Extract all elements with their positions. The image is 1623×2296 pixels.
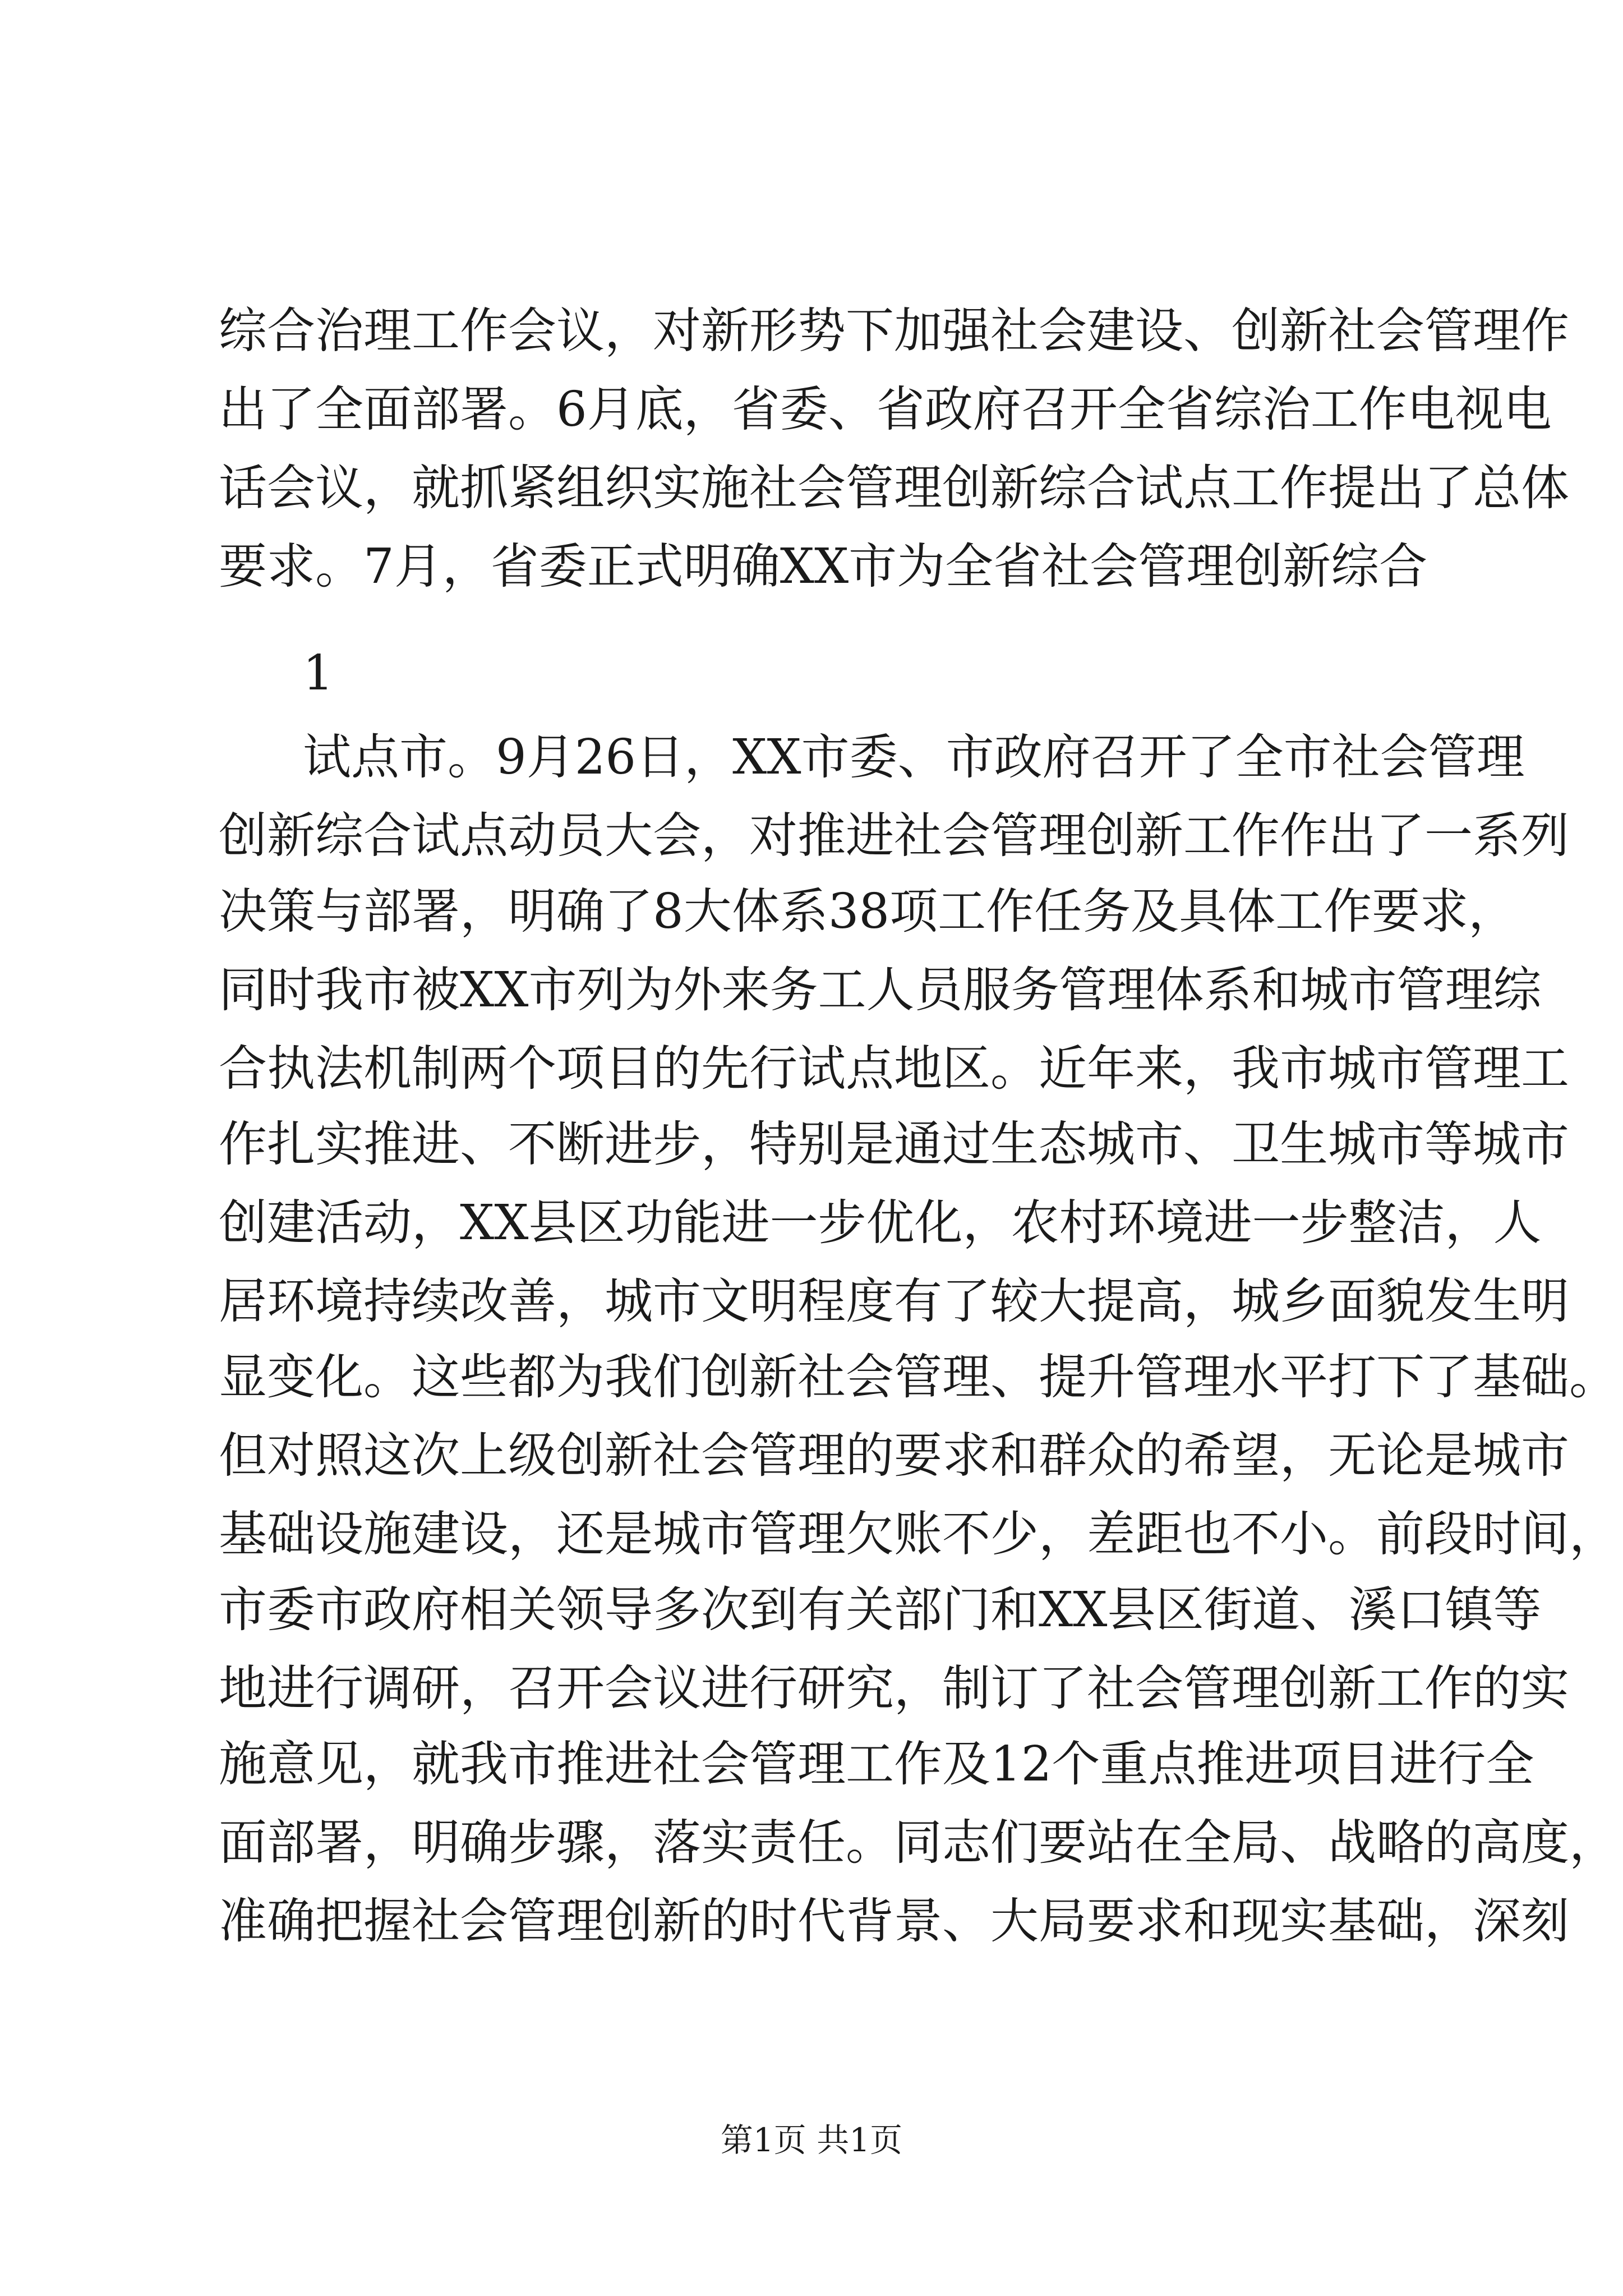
inline-page-number: 1 [303,645,334,701]
text-line: 同时我市被XX市列为外来务工人员服务管理体系和城市管理综 [219,962,1542,1018]
text-line: 施意见，就我市推进社会管理工作及12个重点推进项目进行全 [219,1736,1534,1792]
text-line: 面部署，明确步骤，落实责任。同志们要站在全局、战略的高度， [219,1815,1617,1871]
text-line: 市委市政府相关领导多次到有关部门和XX县区街道、溪口镇等 [219,1582,1542,1638]
text-line: 综合治理工作会议，对新形势下加强社会建设、创新社会管理作 [219,303,1569,359]
text-line: 居环境持续改善，城市文明程度有了较大提高，城乡面貌发生明 [219,1273,1569,1329]
text-line: 决策与部署，明确了8大体系38项工作任务及具体工作要求， [219,884,1517,940]
text-line: 显变化。这些都为我们创新社会管理、提升管理水平打下了基础。 [219,1349,1617,1405]
text-line: 创建活动，XX县区功能进一步优化，农村环境进一步整洁，人 [219,1195,1542,1251]
text-line: 试点市。9月26日，XX市委、市政府召开了全市社会管理 [303,729,1525,785]
text-line: 基础设施建设，还是城市管理欠账不少，差距也不小。前段时间， [219,1506,1617,1562]
page-footer: 第1页 共1页 [720,2121,903,2159]
text-line: 合执法机制两个项目的先行试点地区。近年来，我市城市管理工 [219,1041,1569,1097]
text-line: 要求。7月，省委正式明确XX市为全省社会管理创新综合 [219,539,1428,595]
text-line: 出了全面部署。6月底，省委、省政府召开全省综治工作电视电 [219,381,1552,438]
text-line: 地进行调研，召开会议进行研究，制订了社会管理创新工作的实 [219,1660,1569,1717]
text-line: 创新综合试点动员大会，对推进社会管理创新工作作出了一系列 [219,808,1569,864]
text-line: 准确把握社会管理创新的时代背景、大局要求和现实基础，深刻 [219,1893,1569,1949]
text-line: 但对照这次上级创新社会管理的要求和群众的希望，无论是城市 [219,1428,1569,1484]
text-line: 作扎实推进、不断进步，特别是通过生态城市、卫生城市等城市 [219,1116,1569,1172]
text-line: 话会议，就抓紧组织实施社会管理创新综合试点工作提出了总体 [219,460,1569,516]
